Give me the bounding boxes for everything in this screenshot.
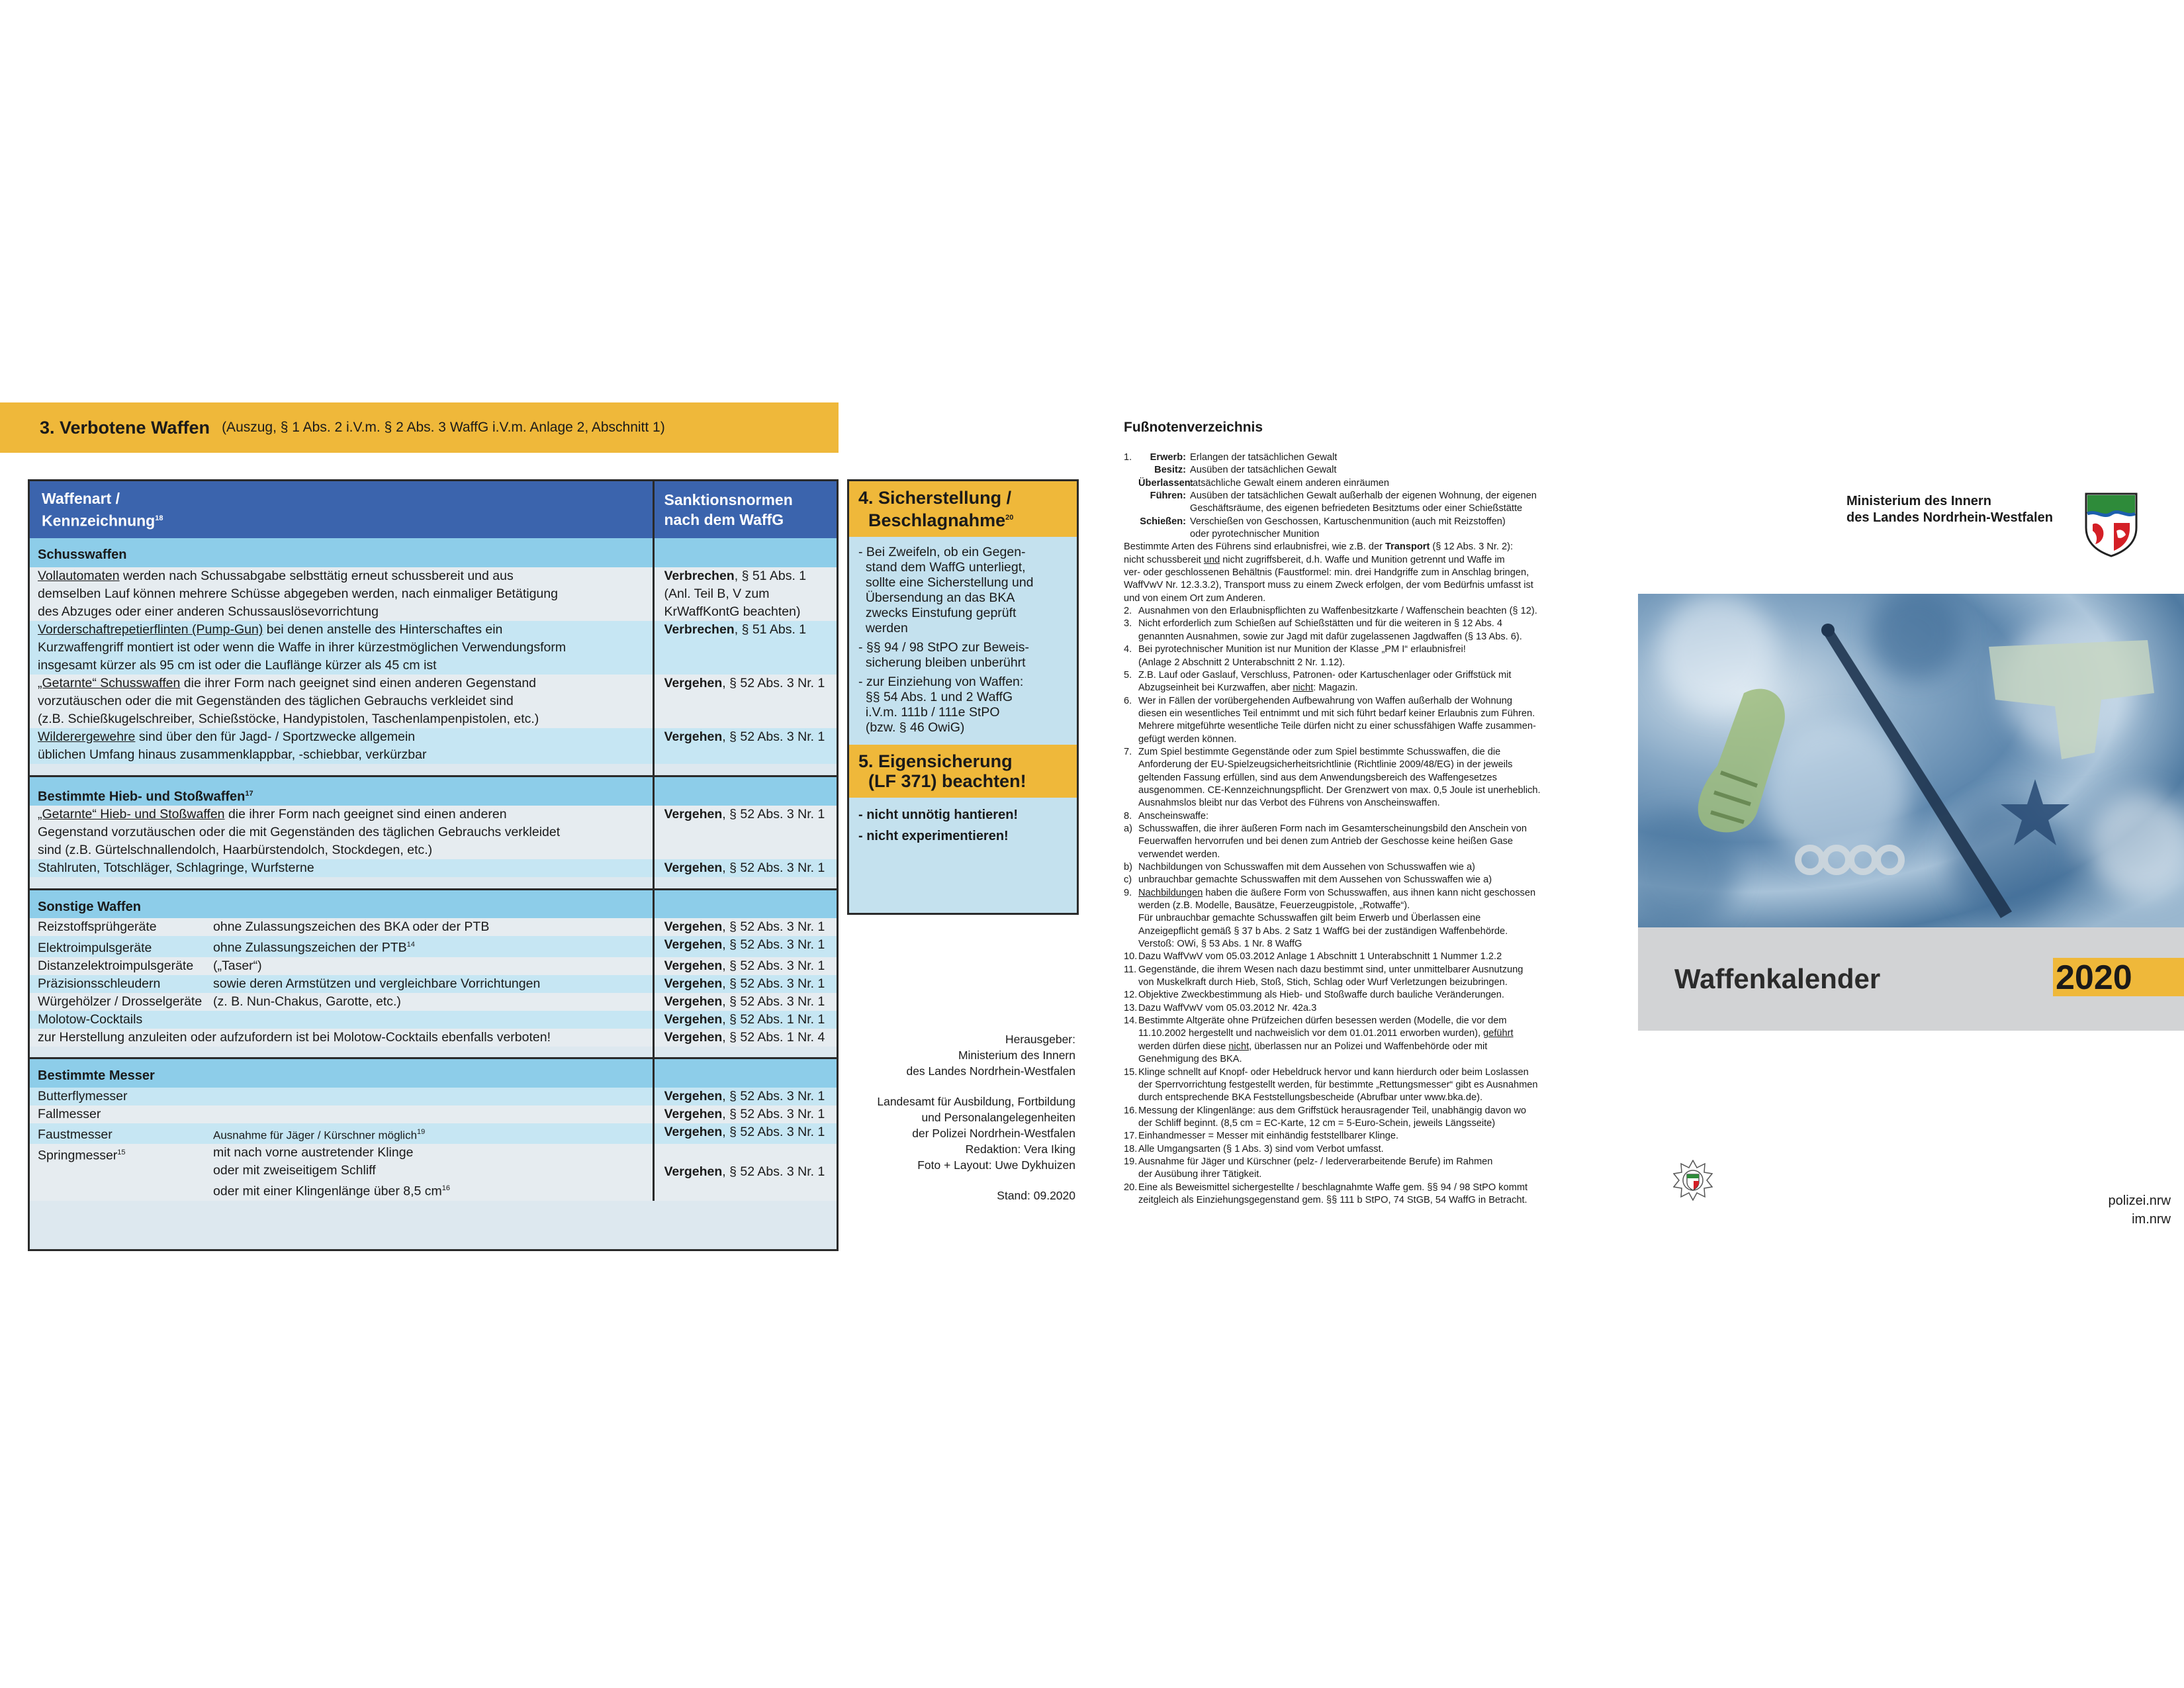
footnotes-list: 1. Erwerb: Erlangen der tatsächlichen Gewalt Besitz: Ausüben der tatsächlichen Gewalt Überlassen: tatsächliche Gewalt einem anderen einräumen Führen: Ausüben der tatsächlichen Gewalt außerhalb der eigenen Wohnung, der eigenen Geschäftsräume, des eigenen befriedeten Besitztums oder einer Schießstätte Schießen: Verschießen von Geschossen, Kartuschenmunition (auch mit Reizstoffen) oder pyrotechnischer Munition Bestimmte Arten des Führens sind erlaubnisfrei, wie z.B. der Transport (§ 12 Abs. 3 Nr. 2): nicht schussbereit und nicht zugriffsbereit, d.h. Waffe und Munition getrennt und Waffe im ver- oder geschlossenen Behältnis (Faustformel: min. drei Handgriffe zum in Anschlag bringen, WaffVwV Nr. 12.3.3.2), Transport muss zu einem Zweck erfolgen, der vom Bedürfnis umfasst ist und von einem Ort zum Anderen. 2. Ausnahmen von den Erlaubnispflichten zu Waffenbesitzkarte / Waffenschein beachten (§ 12). 3. Nicht erforderlich zum Schießen auf Schießstätten und für die weiteren in § 12 Abs. 4 genannten Ausnahmen, sowie zur Jagd mit dafür zugelassenen Jagdwaffen (§ 13 Abs. 6). 4. Bei pyrotechnischer Munition ist nur Munition der Klasse „PM I“ erlaubnisfrei! (Anlage 2 Abschnitt 2 Unterabschnitt 2 Nr. 1.12). 5. Z.B. Lauf oder Gaslauf, Verschluss, Patronen- oder Kartuschenlager oder Griffstück mit Abzugseinheit bei Kurzwaffen, aber nicht: Magazin. 6. Wer in Fällen der vorübergehenden Aufbewahrung von Waffen außerhalb der Wohnung diesen ein wesentliches Teil entnimmt und mit sich führt bedarf keiner Erlaubnis zum Führen. Mehrere mitgeführte wesentliche Teile dürfen nicht zu einer schussfähigen Waffe zusammen- gefügt werden können. 7. Zum Spiel bestimmte Gegenstände oder zum Spiel bestimmte Schusswaffen, die die Anforderung der EU-Spielzeugsicherheitsrichtlinie (Richtlinie 2009/48/EG) in der jeweils geltenden Fassung erfüllen, sind aus dem Anwendungsbereich des Waffengesetzes ausgenommen. CE-Kennzeichnungspflicht. Der Grenzwert von max. 0,5 Joule ist unerheblich. Ausnahmslos bleibt nur das Verbot des Führens von Anscheinswaffen. 8. Anscheinswaffe: a) Schusswaffen, die ihrer äußeren Form nach im Gesamterscheinungsbild den Anschein von Feuerwaffen hervorrufen und bei denen zum Antrieb der Geschosse keine heißen Gase verwendet werden. b) Nachbildungen von Schusswaffen mit dem Aussehen von Schusswaffen wie a) c) unbrauchbar gemachte Schusswaffen mit dem Aussehen von Schusswaffen wie a) 9. Nachbildungen haben die äußere Form von Schusswaffen, aus ihnen kann nicht geschossen werden (z.B. Modelle, Bausätze, Feuerzeugpistole, „Rotwaffe“). Für unbrauchbar gemachte Schusswaffen gilt beim Erwerb und Überlassen eine Anzeigepflicht gemäß § 37 b Abs. 2 Satz 1 WaffG bei der zuständigen Waffenbehörde. Verstoß: OWi, § 53 Abs. 1 Nr. 8 WaffG 10. Dazu WaffVwV vom 05.03.2012 Anlage 1 Abschnitt 1 Unterabschnitt 1 Nummer 1.2.2 11. Gegenstände, die ihrem Wesen nach dazu bestimmt sind, unter unmittelbarer Ausnutzung von Muskelkraft durch Hieb, Stoß, Stich, Schlag oder Wurf Verletzungen beizubringen. 12. Objektive Zweckbestimmung als Hieb- und Stoßwaffe durch bauliche Veränderungen. 13. Dazu WaffVwV vom 05.03.2012 Nr. 42a.3 14. Bestimmte Altgeräte ohne Prüfzeichen dürfen besessen werden (Modelle, die vor dem 11.10.2002 hergestellt und nachweislich vor dem 01.01.2011 erworben wurden), geführt werden dürfen diese nicht, überlassen nur an Polizei und Waffenbehörde oder mit Genehmigung des BKA. 15. Klinge schnellt auf Knopf- oder Hebeldruck hervor und kann hierdurch oder beim Loslassen der Sperrvorrichtung festgestellt werden, für bestimmte „Rettungsmesser“ gibt es Ausnahmen durch entsprechende BKA Feststellungsbescheide (Abrufbar unter www.bka.de). 16. Messung der Klingenlänge: aus dem Griffstück herausragender Teil, unabhängig davon wo der Schliff beginnt. (8,5 cm = EC-Karte, 12 cm = 5-Euro-Schein, jeweils Längsseite) 17. Einhandmesser = Messer mit einhändig feststellbarer Klinge. 18. Alle Umgangsarten (§ 1 Abs. 3) sind vom Verbot umfasst. 19. Ausnahme für Jäger und Kürschner (pelz- / lederverarbeitende Berufe) im Rahmen der Ausübung ihrer Tätigkeit. 20. Eine als Beweismittel sichergestellte / beschlagnahmte Waffe gem. §§ 94 / 98 StPO kommt zeitgleich als Einziehungsgegenstand gem. §§ 111 b StPO, 74 StGB, 54 WaffG in Betracht. [1124,452,1541,1205]
calendar-title: Waffenkalender [1674,963,1881,994]
category-row [30,1058,837,1088]
weapons-photo [1638,594,2184,927]
table-row: Distanzelektroimpulsgeräte („Taser“) Vergehen, § 52 Abs. 3 Nr. 1 [30,957,837,975]
section-3-subtitle: (Auszug, § 1 Abs. 2 i.V.m. § 2 Abs. 3 WaffG i.V.m. Anlage 2, Abschnitt 1) [222,420,665,435]
impressum: Herausgeber: Ministerium des Innern des Landes Nordrhein-Westfalen Landesamt für Ausbildung, Fortbildung und Personalangelegenheiten der Polizei Nordrhein-Westfalen Redaktion: Vera Iking Foto + Layout: Uwe Dykhuizen Stand: 09.2020 [877,1033,1075,1202]
footer-urls [2065,1192,2171,1229]
table-row: zur Herstellung anzuleiten oder aufzufordern ist bei Molotow-Cocktails ebenfalls verboten! Vergehen, § 52 Abs. 1 Nr. 4 [30,1029,837,1047]
table-row: Wilderergewehre sind über den für Jagd- / Sportzwecke allgemein üblichen Umfang hinaus zusammenklappbar, -schiebbar, verkürzbar Vergehen, § 52 Abs. 3 Nr. 1 [30,728,837,764]
list-item: - §§ 94 / 98 StPO zur Beweis- sicherung bleiben unberührt [858,640,1029,670]
table-row: Würgehölzer / Drosselgeräte (z. B. Nun-Chakus, Garotte, etc.) Vergehen, § 52 Abs. 3 Nr. 1 [30,993,837,1011]
section-3-title: 3. Verbotene Waffen [40,417,210,438]
category-messer: Bestimmte Messer [30,1058,653,1088]
url-im[interactable]: im.nrw [2132,1212,2171,1227]
category-row [30,889,837,918]
calendar-year: 2020 [2053,958,2184,996]
category-row [30,776,837,806]
header-weapon-type: Waffenart / Kennzeichnung$^{18}$ [30,481,653,538]
table-row: Präzisionsschleudern sowie deren Armstützen und vergleichbare Vorrichtungen Vergehen, § 52 Abs. 3 Nr. 1 [30,975,837,993]
table-row: „Getarnte“ Schusswaffen die ihrer Form nach geeignet sind einen anderen Gegenstand vorzutäuschen oder die mit Gegenständen des täglichen Gebrauchs verkleidet sind (z.B. Schießkugelschreiber, Schießstöcke, Handypistolen, Taschenlampenpistolen, etc.) Vergehen, § 52 Abs. 3 Nr. 1 [30,675,837,728]
table-row: „Getarnte“ Hieb- und Stoßwaffen die ihrer Form nach geeignet sind einen anderen Gegenstand vorzutäuschen oder die mit Gegenständen des täglichen Gebrauchs verkleidet sind (z.B. Gürtelschnallendolch, Haarbürstendolch, Stockdegen, etc.) Vergehen, § 52 Abs. 3 Nr. 1 [30,806,837,859]
list-item: - Bei Zweifeln, ob ein Gegen- stand dem WaffG unterliegt, sollte eine Sicherstellung und Übersendung an das BKA zwecks Einstufung geprüft werden [858,545,1034,635]
list-item: - nicht unnötig hantieren! [858,808,1019,822]
section-5-title: 5. Eigensicherung (LF 371) beachten! [849,745,1077,798]
table-row: Molotow-Cocktails Vergehen, § 52 Abs. 1 Nr. 1 [30,1011,837,1029]
table-header-row [30,481,837,538]
footnotes-title: Fußnotenverzeichnis [1124,420,1263,435]
section-4-title: 4. Sicherstellung / Beschlagnahme$^{20}$ [849,481,1077,537]
table-row: Springmesser$^{15}$ mit nach vorne austretender Klinge oder mit zweiseitigem Schliff oder mit einer Klingenlänge über 8,5 $cm^{16}$ Vergehen, § 52 Abs. 3 Nr. 1 [30,1144,837,1201]
ministry-name: Ministerium des Innern des Landes Nordrhein-Westfalen [1846,494,2053,525]
section-4-list [849,537,1077,745]
section-4-5-box [847,479,1079,915]
category-hieb-stoss: Bestimmte Hieb- und Stoßwaffen$^{17}$ [30,776,653,806]
police-star-icon [1673,1160,1713,1201]
header-sanctions: Sanktionsnormen nach dem WaffG [653,481,837,538]
table-row: Butterflymesser Vergehen, § 52 Abs. 3 Nr. 1 [30,1088,837,1105]
table-row: Stahlruten, Totschläger, Schlagringe, Wurfsterne Vergehen, § 52 Abs. 3 Nr. 1 [30,859,837,877]
weapons-table [28,479,839,1251]
url-polizei[interactable]: polizei.nrw [2108,1194,2171,1208]
section-5-list [849,798,1077,853]
table-row: Reizstoffsprühgeräte ohne Zulassungszeichen des BKA oder der PTB Vergehen, § 52 Abs. 3 Nr. 1 [30,918,837,936]
category-row [30,538,837,567]
table-row: Vorderschaftrepetierflinten (Pump-Gun) bei denen anstelle des Hinterschaftes ein Kurzwaffengriff montiert ist oder wenn die Waffe in ihrer kürzestmöglichen Verwendungsform insgesamt kürzer als 95 cm ist oder die Lauflänge kürzer als 45 cm ist Verbrechen, § 51 Abs. 1 [30,621,837,675]
table-row: Vollautomaten werden nach Schussabgabe selbsttätig erneut schussbereit und aus demselben Lauf können mehrere Schüsse abgegeben werden, nach einmaliger Betätigung des Abzuges oder einer anderen Schussauslösevorrichtung Verbrechen, § 51 Abs. 1 (Anl. Teil B, V zum KrWaffKontG beachten) [30,567,837,621]
table-row: Elektroimpulsgeräte ohne Zulassungszeichen der PTB$^{14}$ Vergehen, § 52 Abs. 3 Nr. 1 [30,936,837,957]
section-3-header [0,402,839,453]
table-row: Fallmesser Vergehen, § 52 Abs. 3 Nr. 1 [30,1105,837,1123]
list-item: - zur Einziehung von Waffen: §§ 54 Abs. 1 und 2 WaffG i.V.m. 111b / 111e StPO (bzw. § 46 OwiG) [858,675,1024,735]
table-row: Faustmesser Ausnahme für Jäger / Kürschner möglich$^{19}$ Vergehen, § 52 Abs. 3 Nr. 1 [30,1123,837,1145]
list-item: - nicht experimentieren! [858,829,1009,843]
category-sonstige: Sonstige Waffen [30,889,653,918]
nrw-crest-icon [2083,491,2139,557]
category-schusswaffen: Schusswaffen [30,538,653,567]
